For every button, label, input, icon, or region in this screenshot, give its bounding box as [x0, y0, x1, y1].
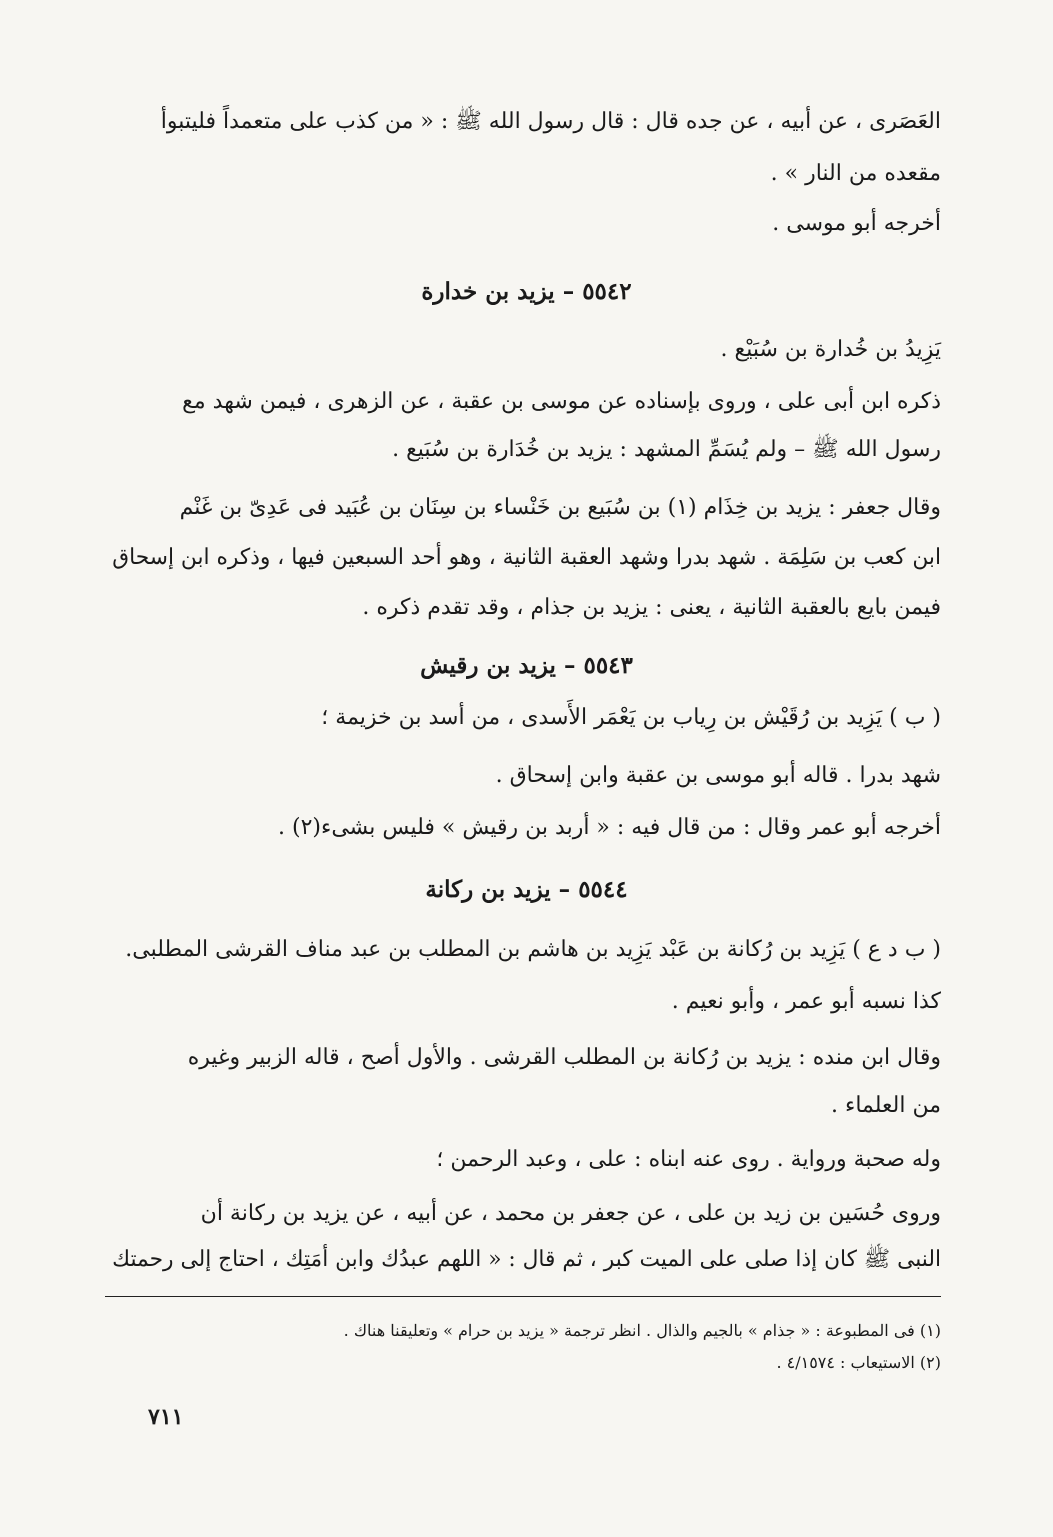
footnote-1: (١) فى المطبوعة : « جذام » بالجيم والذال . انظر ترجمة « يزيد بن حرام » وتعليقنا هناك . — [343, 1321, 941, 1340]
text-line: ( ب د ع ) يَزِيد بن رُكانة بن عَبْد يَزِيد بن هاشم بن المطلب بن عبد مناف القرشى المطلبى. — [125, 937, 941, 962]
text-line: من العلماء . — [831, 1093, 941, 1118]
text-line: وقال ابن منده : يزيد بن رُكانة بن المطلب القرشى . والأول أصح ، قاله الزبير وغيره — [187, 1045, 941, 1070]
footnote-divider — [105, 1296, 941, 1297]
text-line: ذكره ابن أبى على ، وروى بإسناده عن موسى بن عقبة ، عن الزهرى ، فيمن شهد مع — [182, 389, 941, 414]
text-line: وقال جعفر : يزيد بن خِذَام (١) بن سُبَيع بن خَنْساء بن سِنَان بن عُبَيد فى عَدِىّ بن غَنْم — [179, 495, 941, 520]
entry-heading-5544: ٥٥٤٤ – يزيد بن ركانة — [425, 876, 628, 903]
entry-heading-5542: ٥٥٤٢ – يزيد بن خدارة — [421, 278, 632, 305]
text-line: وله صحبة ورواية . روى عنه ابناه : على ، وعبد الرحمن ؛ — [436, 1147, 941, 1172]
text-line: يَزِيدُ بن خُدارة بن سُبَيْع . — [720, 337, 941, 362]
text-line: كذا نسبه أبو عمر ، وأبو نعيم . — [671, 989, 941, 1014]
text-line: فيمن بايع بالعقبة الثانية ، يعنى : يزيد بن جذام ، وقد تقدم ذكره . — [362, 595, 941, 620]
text-line: النبى ﷺ كان إذا صلى على الميت كبر ، ثم قال : « اللهم عبدُك وابن أمَتِك ، احتاج إلى رحمتك — [112, 1247, 941, 1272]
footnote-2: (٢) الاستيعاب : ٤/١٥٧٤ . — [776, 1353, 941, 1372]
text-line: العَصَرى ، عن أبيه ، عن جده قال : قال رسول الله ﷺ : « من كذب على متعمداً فليتبوأ — [160, 109, 941, 134]
text-line: شهد بدرا . قاله أبو موسى بن عقبة وابن إسحاق . — [495, 763, 941, 788]
entry-heading-5543: ٥٥٤٣ – يزيد بن رقيش — [420, 652, 633, 679]
text-line: أخرجه أبو موسى . — [772, 211, 941, 236]
text-line: رسول الله ﷺ – ولم يُسَمِّ المشهد : يزيد بن خُدَارة بن سُبَيع . — [392, 437, 941, 462]
text-line: وروى حُسَين بن زيد بن على ، عن جعفر بن محمد ، عن أبيه ، عن يزيد بن ركانة أن — [200, 1201, 941, 1226]
text-line: ابن كعب بن سَلِمَة . شهد بدرا وشهد العقبة الثانية ، وهو أحد السبعين فيها ، وذكره ابن إسحاق — [112, 545, 942, 570]
page-number: ٧١١ — [148, 1404, 184, 1430]
text-line: مقعده من النار » . — [770, 161, 941, 186]
text-line: ( ب ) يَزِيد بن رُقَيْش بن رِياب بن يَعْمَر الأَسدى ، من أسد بن خزيمة ؛ — [321, 705, 941, 730]
text-line: أخرجه أبو عمر وقال : من قال فيه : « أربد بن رقيش » فليس بشىء(٢) . — [278, 815, 941, 840]
